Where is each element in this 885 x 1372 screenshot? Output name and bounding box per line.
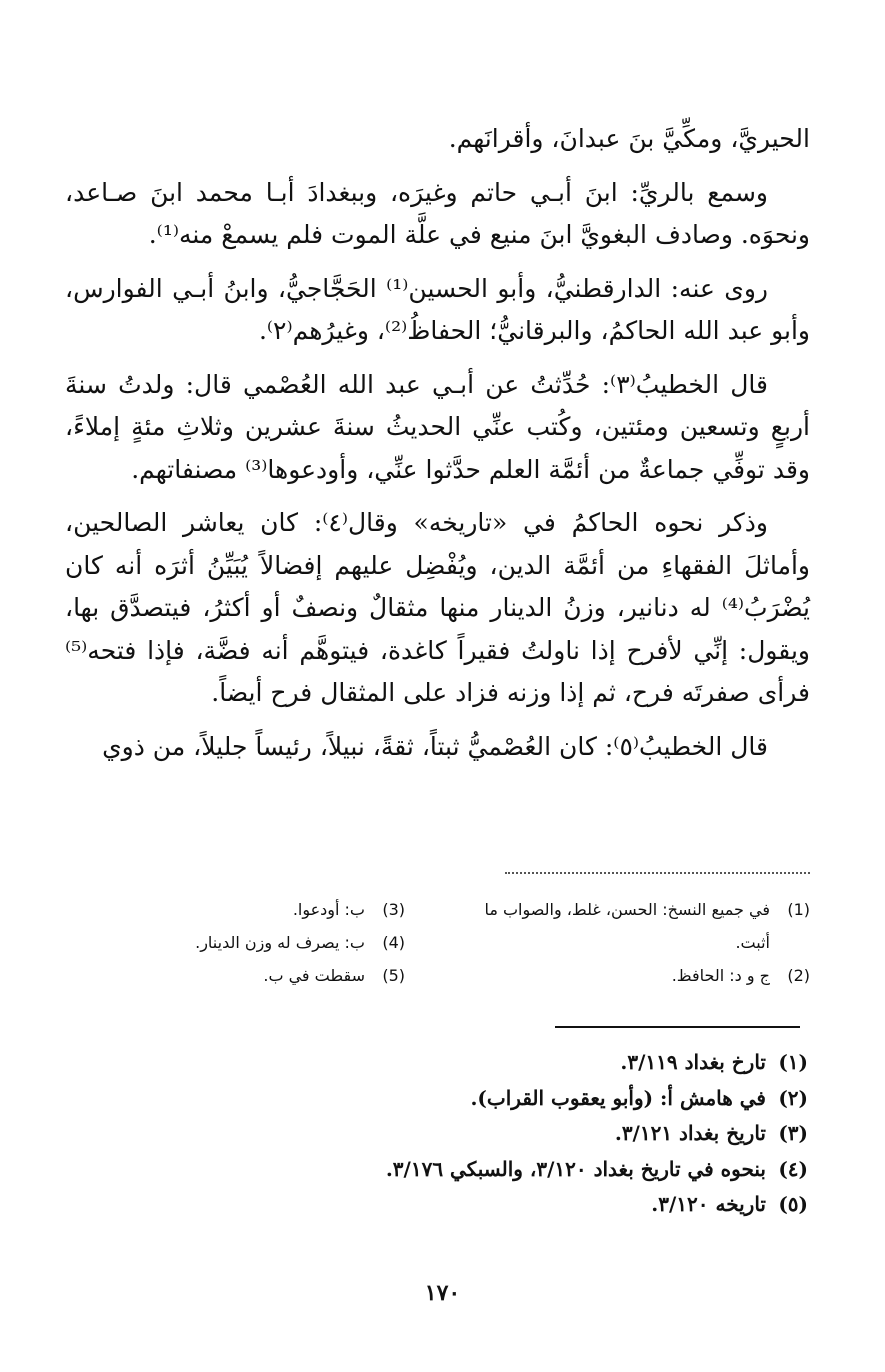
paragraph-5: وذكر نحوه الحاكمُ في «تاريخه» وقال⁽٤⁾: كان يعاشر الصالحين، وأماثلَ الفقهاءِ من أئمَّة الدين، ويُفْضِل عليهم إفضالاً يُبَيِّنُ أثرَه أنه كان يُضْرَبُ⁽⁴⁾ له دنانير، وزنُ الدينار منها مثقالٌ ونصفٌ أو أكثرُ، فيتصدَّق بها، ويقول: إنِّي لأفرح إذا ناولتُ فقيراً كاغدة، فيتوهَّم أنه فضَّة، فإذا فتحه⁽⁵⁾ فرأى صفرتَه فرح، ثم إذا وزنه فزاد على المثقال فرح أيضاً.: [65, 508, 810, 707]
footnote-number: (2): [787, 966, 810, 985]
reference-number: (٢): [778, 1085, 808, 1110]
paragraph-3: روى عنه: الدارقطنيُّ، وأبو الحسين⁽¹⁾ الحَجَّاجيُّ، وابنُ أبـي الفوارس، وأبو عبد الله الحاكمُ، والبرقانيُّ؛ الحفاظُ⁽²⁾، وغيرُهم⁽٢⁾.: [65, 273, 810, 345]
footnote-number: (3): [382, 900, 405, 919]
main-text: [65, 118, 810, 779]
footnote-number: (5): [382, 966, 405, 985]
footnote-separator-dotted: [0, 872, 885, 882]
references-separator-rule: [555, 1026, 800, 1028]
paragraph-4: قال الخطيبُ⁽٣⁾: حُدِّثتُ عن أبـي عبد الله العُصْمي قال: ولدتُ سنةَ أربعٍ وتسعين ومئتين، وكُتب عنِّي الحديثُ سنةَ عشرين وثلاثِ مئةٍ إملاءً، وقد توفِّي جماعةٌ من أئمَّة العلم حدَّثوا عنِّي، وأودعوها⁽³⁾ مصنفاتهم.: [65, 369, 810, 484]
reference-text: في هامش أ: (وأبو يعقوب القراب).: [470, 1085, 766, 1110]
footnote-text: ج و د: الحافظ.: [671, 966, 770, 985]
footnote-number: (1): [787, 900, 810, 919]
footnote-item: [165, 959, 405, 992]
footnote-item: [165, 893, 405, 926]
reference-number: (١): [778, 1050, 808, 1074]
reference-item: [200, 1116, 808, 1152]
paragraph-2: وسمع بالريِّ: ابنَ أبـي حاتم وغيرَه، وببغدادَ أبـا محمد ابنَ صـاعد، ونحوَه. وصادف البغويَّ ابنَ منيع في علَّة الموت فلم يسمعْ منه⁽¹⁾.: [65, 177, 810, 249]
reference-text: تارخ بغداد ٣/١١٩.: [620, 1050, 766, 1074]
footnotes-left-column: [165, 893, 405, 992]
references-list: [200, 1045, 808, 1223]
reference-item: [200, 1152, 808, 1188]
footnote-item: [165, 926, 405, 959]
reference-item: [200, 1081, 808, 1117]
reference-text: بنحوه في تاريخ بغداد ٣/١٢٠، والسبكي ٣/١٧٦.: [385, 1156, 766, 1181]
footnote-text: ب: أودعوا.: [292, 900, 365, 919]
reference-text: تاريخه ٣/١٢٠.: [651, 1192, 766, 1216]
reference-text: تاريخ بغداد ٣/١٢١.: [614, 1121, 766, 1145]
footnote-item: [465, 893, 810, 959]
page-number: ١٧٠: [424, 1280, 461, 1306]
footnote-text: ب: يصرف له وزن الدينار.: [195, 933, 365, 952]
reference-item: [200, 1187, 808, 1223]
footnote-text: في جميع النسخ: الحسن، غلط، والصواب ما أثبت.: [484, 900, 770, 952]
footnote-text: سقطت في ب.: [263, 966, 365, 985]
footnote-item: [465, 959, 810, 992]
reference-number: (٤): [778, 1156, 808, 1181]
reference-item: [200, 1045, 808, 1081]
reference-number: (٥): [778, 1192, 808, 1216]
paragraph-6: قال الخطيبُ⁽٥⁾: كان العُصْميُّ ثبتاً، ثقةً، نبيلاً، رئيساً جليلاً، من ذوي: [102, 731, 768, 761]
footnote-number: (4): [382, 933, 405, 952]
reference-number: (٣): [778, 1121, 808, 1145]
footnotes-right-column: [465, 893, 810, 992]
paragraph-1: الحيريَّ، ومكِّيَّ بنَ عبدانَ، وأقرانَهم.: [448, 124, 810, 153]
